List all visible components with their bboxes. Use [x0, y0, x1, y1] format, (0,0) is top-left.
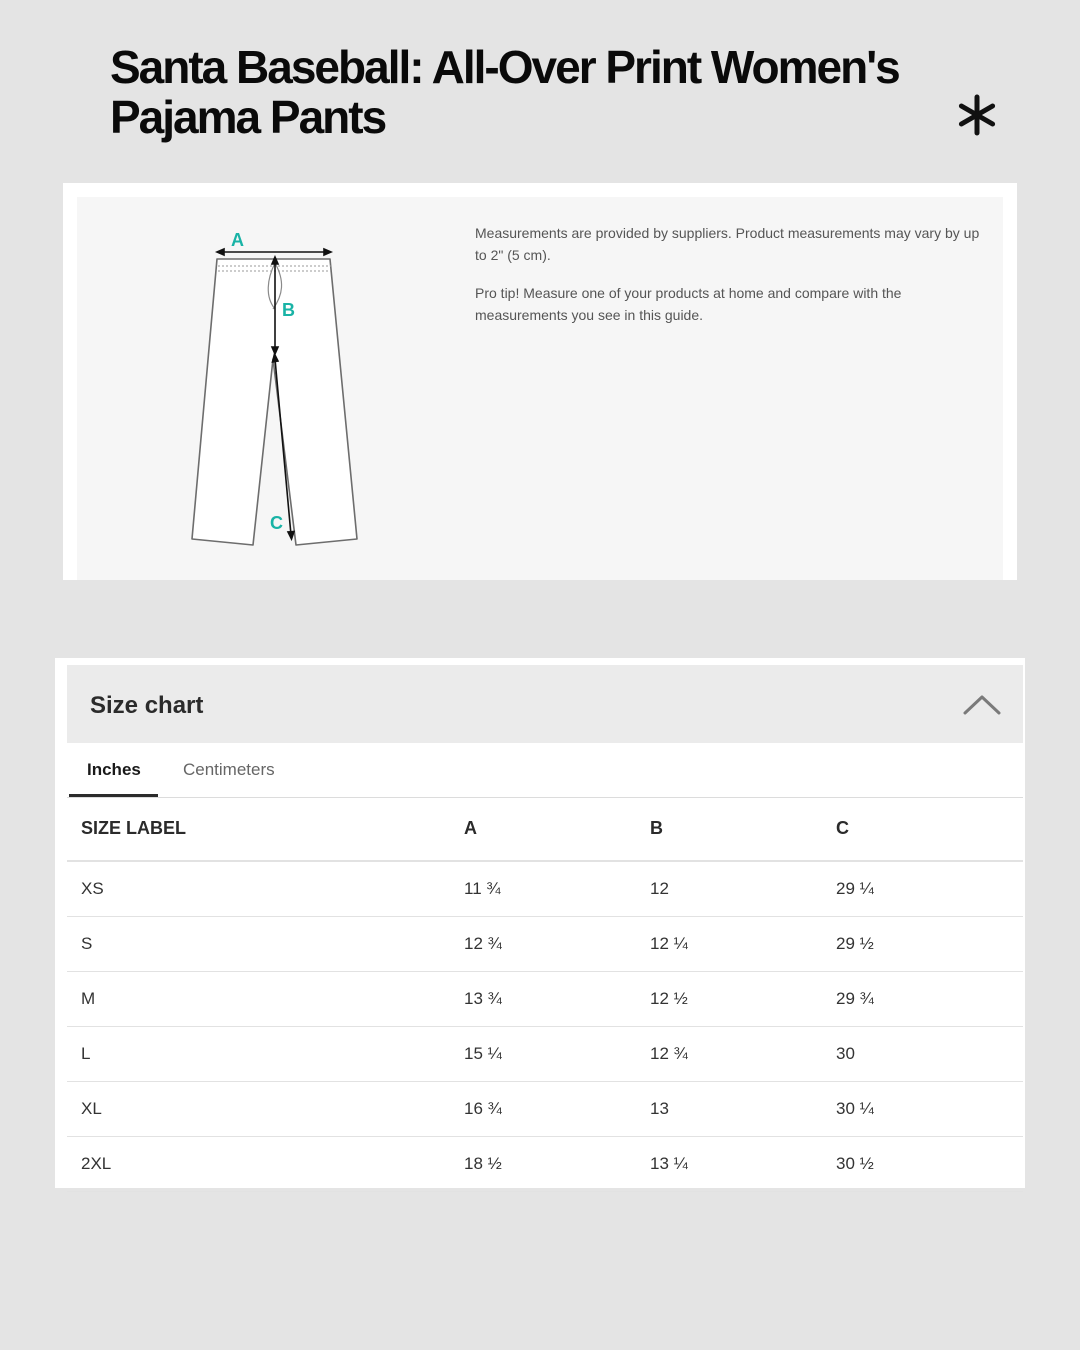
table-cell: 13 — [650, 1099, 669, 1118]
measurement-note: Measurements are provided by suppliers. Product measurements may vary by up to 2" (5 cm). — [475, 225, 980, 263]
table-cell: L — [81, 1044, 91, 1063]
table-cell: 29 ¼ — [836, 879, 874, 898]
table-cell: 12 ¾ — [464, 934, 502, 953]
table-row — [67, 1027, 1023, 1082]
size-chart-title: Size chart — [90, 692, 204, 719]
label-c: C — [270, 513, 283, 533]
table-cell: 12 ¼ — [650, 934, 688, 953]
table-cell: XL — [81, 1099, 102, 1118]
table-row — [67, 862, 1023, 917]
table-cell: 30 — [836, 1044, 855, 1063]
table-cell: 2XL — [81, 1154, 112, 1173]
table-cell: 13 ¼ — [650, 1154, 688, 1173]
table-row — [67, 917, 1023, 972]
table-cell: 11 ¾ — [464, 879, 501, 898]
size-table — [67, 797, 1023, 1192]
table-cell: 12 ½ — [650, 989, 688, 1008]
table-cell: XS — [81, 879, 104, 898]
label-b: B — [282, 300, 295, 320]
measurement-guide-panel — [77, 197, 1003, 580]
table-cell: S — [81, 934, 93, 953]
column-header: SIZE LABEL — [81, 818, 187, 838]
table-cell: 18 ½ — [464, 1154, 502, 1173]
column-header: C — [836, 818, 849, 838]
table-header — [67, 797, 1023, 862]
tab-centimeters[interactable]: Centimeters — [183, 760, 275, 779]
page-title: Santa Baseball: All-Over Print Women's Pajama Pants — [110, 41, 899, 143]
table-cell: 15 ¼ — [464, 1044, 502, 1063]
unit-tabs — [67, 743, 1023, 798]
size-chart-card — [55, 658, 1025, 1188]
chevron-up-icon[interactable] — [962, 693, 1002, 717]
table-row — [67, 1137, 1023, 1192]
tab-inches[interactable]: Inches — [87, 760, 141, 779]
asterisk-icon — [956, 94, 998, 136]
guide-text — [475, 223, 980, 343]
table-cell: 16 ¾ — [464, 1099, 502, 1118]
measurement-guide — [63, 183, 1017, 580]
label-a: A — [231, 230, 244, 250]
table-row — [67, 972, 1023, 1027]
size-chart-header[interactable] — [67, 665, 1023, 743]
table-cell: 29 ½ — [836, 934, 874, 953]
table-cell: 12 — [650, 879, 669, 898]
table-cell: 13 ¾ — [464, 989, 502, 1008]
table-cell: 30 ¼ — [836, 1099, 874, 1118]
pants-diagram — [187, 219, 377, 559]
column-header: A — [464, 818, 477, 838]
table-cell: M — [81, 989, 96, 1008]
column-header: B — [650, 818, 663, 838]
table-cell: 29 ¾ — [836, 989, 874, 1008]
table-cell: 12 ¾ — [650, 1044, 688, 1063]
pro-tip: Pro tip! Measure one of your products at home and compare with the measurements you see in this guide. — [475, 285, 902, 323]
table-row — [67, 1082, 1023, 1137]
table-cell: 30 ½ — [836, 1154, 874, 1173]
